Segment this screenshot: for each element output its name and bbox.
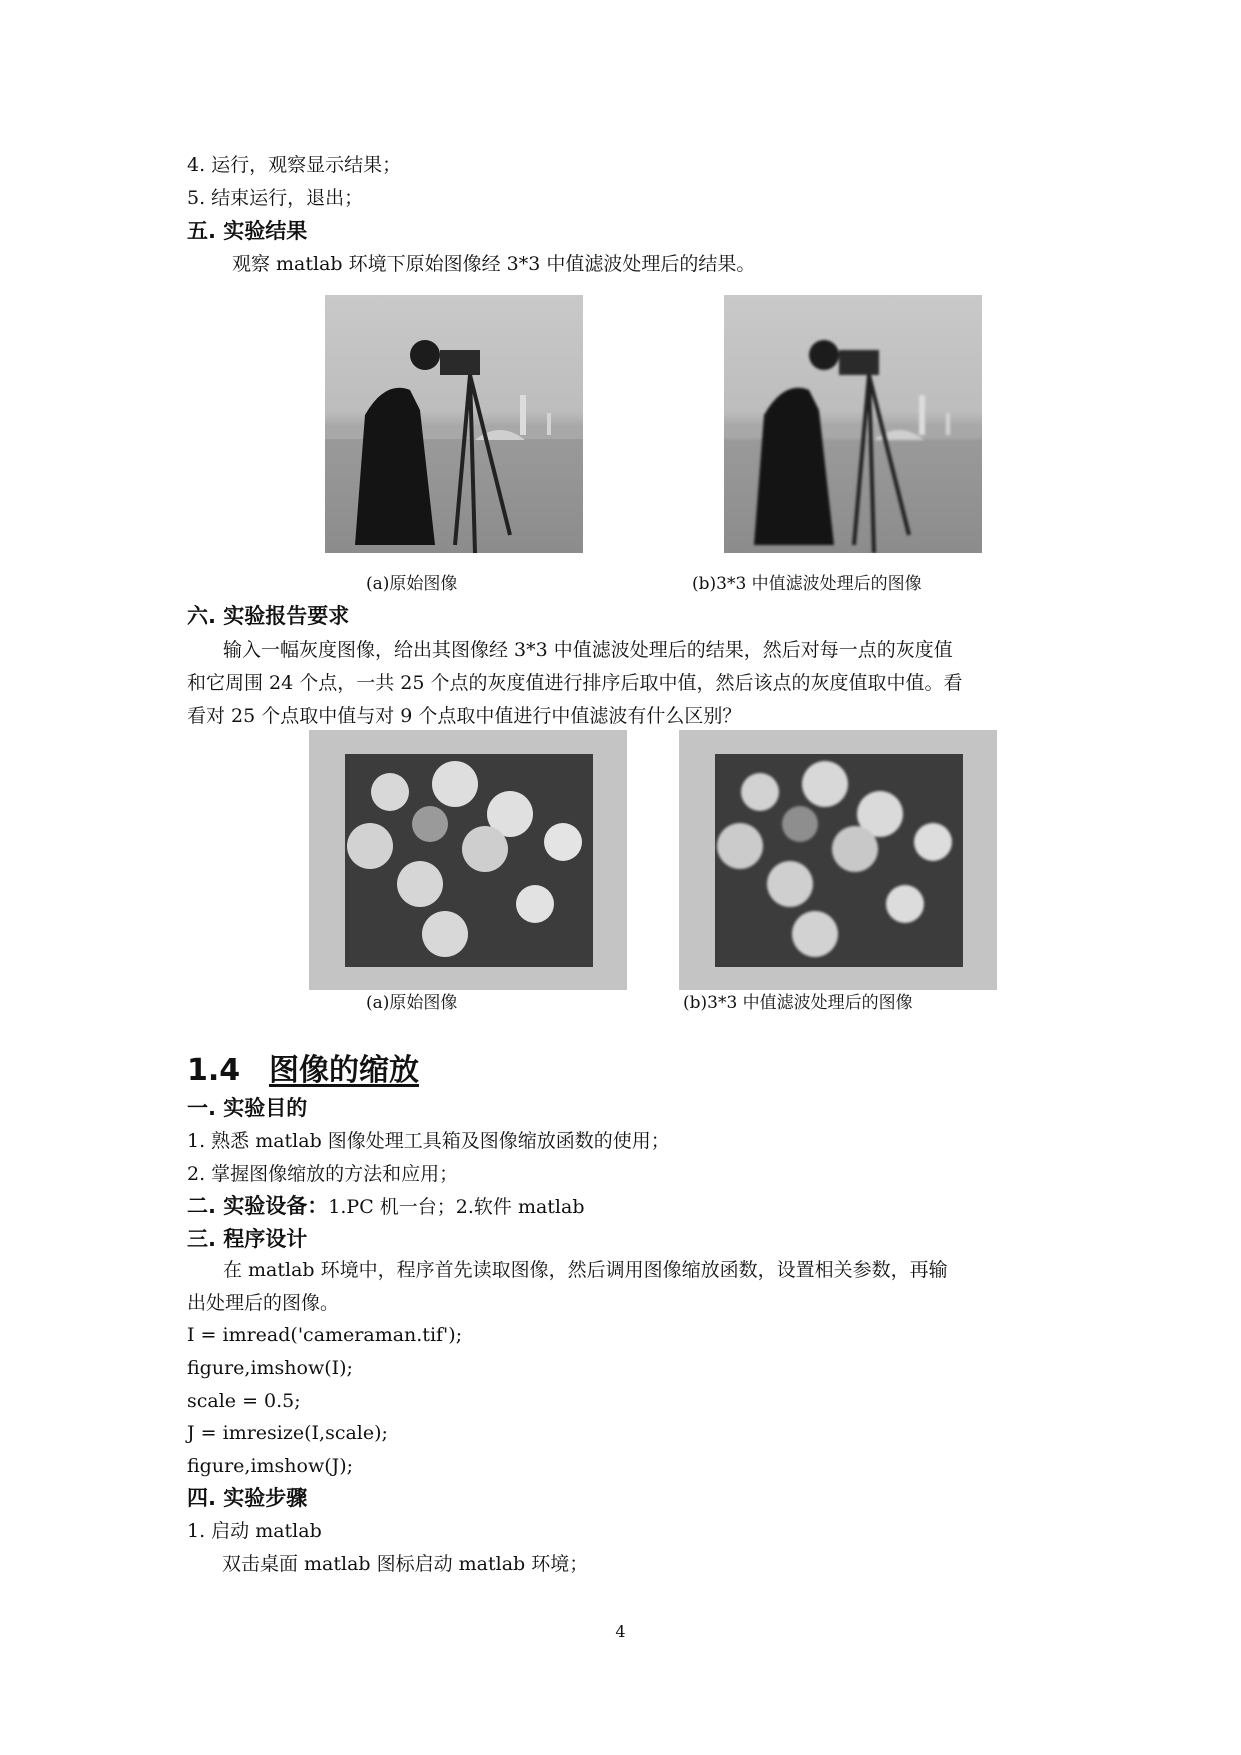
purpose-item-1: 1. 熟悉 matlab 图像处理工具箱及图像缩放函数的使用； <box>187 1130 670 1152</box>
code-line-4: J = imresize(I,scale); <box>187 1422 388 1444</box>
figure1-caption-b: (b)3*3 中值滤波处理后的图像 <box>692 574 922 594</box>
steps-item-1: 1. 启动 matlab <box>187 1520 322 1542</box>
coins-filtered-image <box>679 730 997 990</box>
code-line-1: I = imread('cameraman.tif'); <box>187 1324 463 1346</box>
report-line-2: 和它周围 24 个点，一共 25 个点的灰度值进行排序后取中值，然后该点的灰度值取中值。看 <box>187 672 963 694</box>
cameraman-original-image <box>325 295 583 553</box>
results-text: 观察 matlab 环境下原始图像经 3*3 中值滤波处理后的结果。 <box>232 253 756 275</box>
step-5-text: 5. 结束运行，退出； <box>187 187 364 209</box>
chapter-title: 图像的缩放 <box>269 1053 419 1088</box>
page-number: 4 <box>615 1622 626 1641</box>
chapter-number: 1.4 <box>187 1053 241 1088</box>
section-heading-results: 五. 实验结果 <box>187 219 308 243</box>
program-description <box>187 1254 1053 1320</box>
section-heading-program: 三. 程序设计 <box>187 1227 308 1251</box>
coins-original-image <box>309 730 627 990</box>
report-line-1: 输入一幅灰度图像，给出其图像经 3*3 中值滤波处理后的结果，然后对每一点的灰度值 <box>223 639 953 661</box>
step-4-text: 4. 运行，观察显示结果； <box>187 154 402 176</box>
code-line-2: figure,imshow(I); <box>187 1357 353 1379</box>
figure2-caption-b: (b)3*3 中值滤波处理后的图像 <box>683 993 913 1013</box>
figure1-caption-a: (a)原始图像 <box>366 574 458 594</box>
figure2-caption-a: (a)原始图像 <box>366 993 458 1013</box>
report-line-3: 看对 25 个点取中值与对 9 个点取中值进行中值滤波有什么区别？ <box>187 705 742 727</box>
section-heading-steps: 四. 实验步骤 <box>187 1486 308 1510</box>
section-heading-report: 六. 实验报告要求 <box>187 604 350 628</box>
section-heading-equipment <box>187 1193 585 1220</box>
equipment-label: 二. 实验设备： <box>187 1194 329 1218</box>
chapter-heading <box>187 1053 419 1089</box>
code-line-5: figure,imshow(J); <box>187 1455 354 1477</box>
report-paragraph <box>187 634 1053 733</box>
equipment-text: 1.PC 机一台；2.软件 matlab <box>328 1196 585 1218</box>
section-heading-purpose: 一. 实验目的 <box>187 1096 308 1120</box>
steps-item-1-detail: 双击桌面 matlab 图标启动 matlab 环境； <box>222 1553 589 1575</box>
program-desc-line-2: 出处理后的图像。 <box>187 1292 340 1314</box>
program-desc-line-1: 在 matlab 环境中，程序首先读取图像，然后调用图像缩放函数，设置相关参数，再输 <box>223 1259 948 1281</box>
cameraman-filtered-image <box>724 295 982 553</box>
purpose-item-2: 2. 掌握图像缩放的方法和应用； <box>187 1163 459 1185</box>
code-line-3: scale = 0.5; <box>187 1390 301 1412</box>
